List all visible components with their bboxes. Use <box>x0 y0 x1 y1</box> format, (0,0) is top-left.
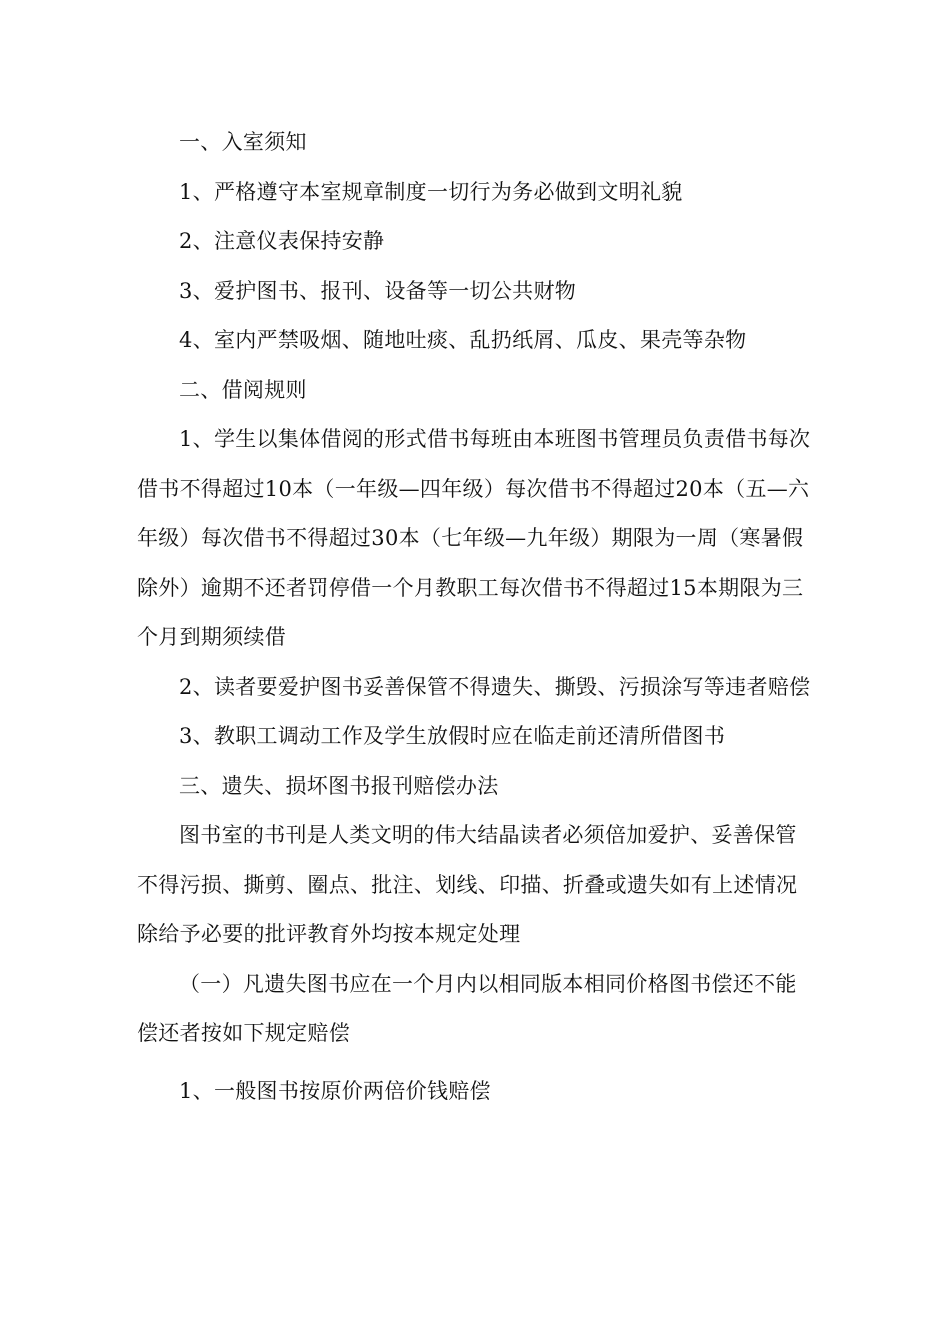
entry-rule-1: 1、严格遵守本室规章制度一切行为务必做到文明礼貌 <box>179 179 683 204</box>
section-heading-entry-rules: 一、入室须知 <box>179 130 307 154</box>
document-body <box>137 118 817 1116</box>
borrowing-rule-3: 3、教职工调动工作及学生放假时应在临走前还清所借图书 <box>179 724 726 748</box>
compensation-lost-books: （一）凡遗失图书应在一个月内以相同版本相同价格图书偿还不能偿还者按如下规定赔偿 <box>137 971 797 1045</box>
section-heading-compensation: 三、遗失、损坏图书报刊赔偿办法 <box>179 773 499 798</box>
entry-rule-2: 2、注意仪表保持安静 <box>179 229 385 253</box>
section-heading-borrowing-rules: 二、借阅规则 <box>179 377 307 402</box>
entry-rule-3: 3、爱护图书、报刊、设备等一切公共财物 <box>179 278 577 303</box>
compensation-intro: 图书室的书刊是人类文明的伟大结晶读者必须倍加爱护、妥善保管不得污损、撕剪、圈点、批注、划线、印描、折叠或遗失如有上述情况除给予必要的批评教育外均按本规定处理 <box>137 823 798 946</box>
borrowing-rule-1: 1、学生以集体借阅的形式借书每班由本班图书管理员负责借书每次借书不得超过10本（一年级—四年级）每次借书不得超过20本（五—六年级）每次借书不得超过30本（七年级—九年级）期限为一周（寒暑假除外）逾期不还者罚停借一个月教职工每次借书不得超过15本期限为三个月到期须续借 <box>137 427 811 649</box>
entry-rule-4: 4、室内严禁吸烟、随地吐痰、乱扔纸屑、瓜皮、果壳等杂物 <box>179 328 747 352</box>
borrowing-rule-2: 2、读者要爱护图书妥善保管不得遗失、撕毁、污损涂写等违者赔偿 <box>179 674 811 699</box>
compensation-rule-1: 1、一般图书按原价两倍价钱赔偿 <box>179 1078 491 1103</box>
